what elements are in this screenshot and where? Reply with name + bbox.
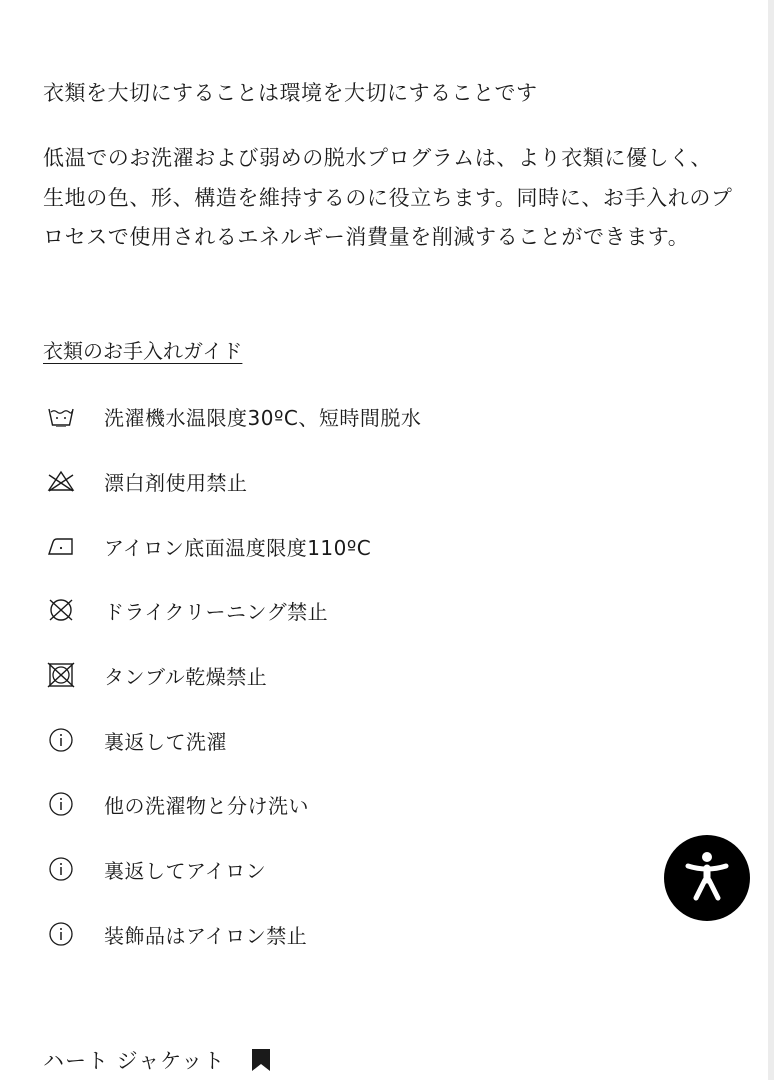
care-item-label: アイロン底面温度限度110ºC: [104, 535, 372, 560]
product-bar: [43, 1044, 273, 1076]
care-item-bleach: [43, 463, 248, 499]
info-icon: [43, 916, 79, 952]
no-tumble-dry-icon: [43, 657, 79, 693]
iron-low-temperature-icon: [43, 528, 79, 564]
care-item-label: 他の洗濯物と分け洗い: [104, 793, 309, 818]
care-item-label: 裏返して洗濯: [104, 729, 227, 754]
care-item-label: 漂白剤使用禁止: [104, 470, 248, 495]
care-item-label: 裏返してアイロン: [104, 858, 267, 883]
info-icon: [43, 722, 79, 758]
care-item-tumble: [43, 657, 267, 693]
care-item-label: タンブル乾燥禁止: [104, 664, 268, 689]
no-dry-clean-icon: [43, 592, 79, 628]
care-item-info: [43, 786, 309, 822]
info-icon: [43, 786, 79, 822]
care-item-info: [43, 916, 307, 952]
care-guide-link[interactable]: 衣類のお手入れガイド: [43, 339, 243, 363]
care-item-iron: [43, 528, 371, 564]
product-name: ハート ジャケット: [43, 1049, 226, 1073]
care-item-info: [43, 851, 266, 887]
care-item-dryclean: [43, 592, 328, 628]
description-paragraph: 低温でのお洗濯および弱めの脱水プログラムは、より衣類に優しく、生地の色、形、構造を維持するのに役立ちます。同時に、お手入れのプロセスで使用されるエネルギー消費量を削減することができます。: [43, 146, 733, 249]
care-item-label: 装飾品はアイロン禁止: [104, 923, 308, 948]
bookmark-icon[interactable]: [251, 1048, 273, 1072]
page-edge: [768, 0, 774, 1080]
care-item-label: 洗濯機水温限度30ºC、短時間脱水: [104, 405, 422, 430]
washing-machine-30-icon: [43, 398, 79, 434]
care-item-info: [43, 722, 227, 758]
care-item-wash: [43, 398, 421, 434]
no-bleach-icon: [43, 463, 79, 499]
section-heading: 衣類を大切にすることは環境を大切にすることです: [43, 81, 538, 105]
accessibility-person-icon: [685, 850, 729, 906]
info-icon: [43, 851, 79, 887]
care-item-label: ドライクリーニング禁止: [104, 599, 329, 624]
accessibility-button[interactable]: [664, 835, 750, 921]
